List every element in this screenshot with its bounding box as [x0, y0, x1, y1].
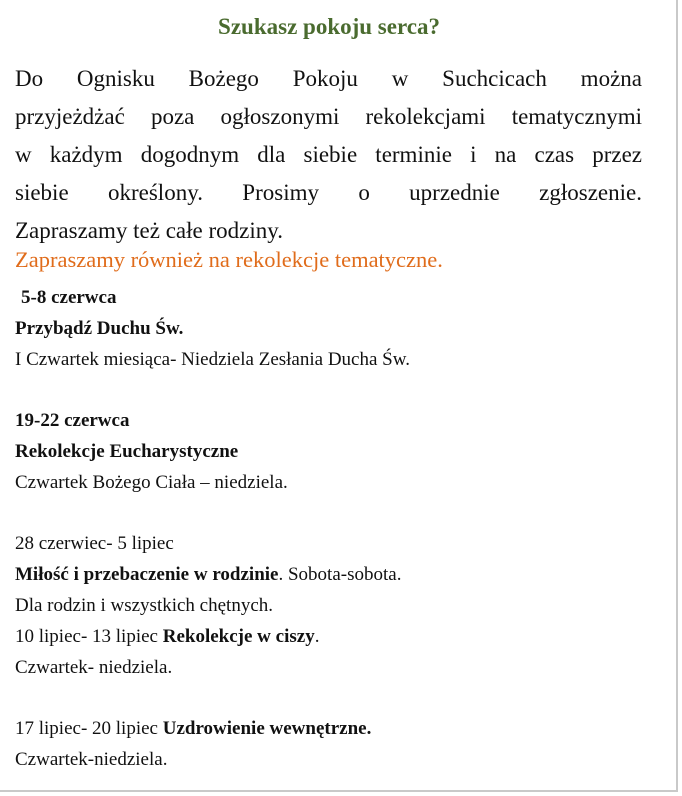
- spacer: [15, 683, 655, 713]
- event-date: 5-8 czerwca: [21, 287, 117, 308]
- event-date: 10 lipiec- 13 lipiec: [15, 626, 163, 647]
- event-title-line: [15, 559, 655, 590]
- event-description: Czwartek- niedziela.: [15, 657, 173, 678]
- event-title: Rekolekcje Eucharystyczne: [15, 441, 239, 462]
- event-title-suffix: .: [314, 626, 320, 647]
- intro-line: Do Ognisku Bożego Pokoju w Suchcicach można: [15, 66, 642, 91]
- event-title: Uzdrowienie wewnętrzne.: [162, 718, 372, 739]
- intro-line: w każdym dogodnym dla siebie terminie i na czas przez: [15, 142, 642, 167]
- page-title: Szukasz pokoju serca?: [218, 14, 440, 39]
- event-title-suffix: . Sobota-sobota.: [278, 564, 402, 585]
- intro-paragraph: [15, 60, 642, 250]
- event-title: Przybądź Duchu Św.: [15, 318, 184, 339]
- spacer: [15, 498, 655, 528]
- event-title: Rekolekcje w ciszy: [162, 626, 315, 647]
- intro-line: Zapraszamy też całe rodziny.: [15, 218, 283, 243]
- event-date: 19-22 czerwca: [15, 410, 130, 431]
- retreats-subheading: Zapraszamy również na rekolekcje tematyczne.: [15, 247, 443, 272]
- event-description: Czwartek Bożego Ciała – niedziela.: [15, 472, 288, 493]
- event-date: 17 lipiec- 20 lipiec: [15, 718, 163, 739]
- spacer: [15, 375, 655, 405]
- event-header-line: [15, 621, 655, 652]
- retreat-list: [15, 282, 655, 775]
- intro-line: siebie określony. Prosimy o uprzednie zgłoszenie.: [15, 180, 642, 205]
- event-title: Miłość i przebaczenie w rodzinie: [15, 564, 279, 585]
- event-header-line: [15, 713, 655, 744]
- event-description: I Czwartek miesiąca- Niedziela Zesłania Ducha Św.: [15, 349, 410, 370]
- event-description: Dla rodzin i wszystkich chętnych.: [15, 595, 274, 616]
- intro-line: przyjeżdżać poza ogłoszonymi rekolekcjami tematycznymi: [15, 104, 642, 129]
- event-date: 28 czerwiec- 5 lipiec: [15, 533, 174, 554]
- event-description: Czwartek-niedziela.: [15, 749, 168, 770]
